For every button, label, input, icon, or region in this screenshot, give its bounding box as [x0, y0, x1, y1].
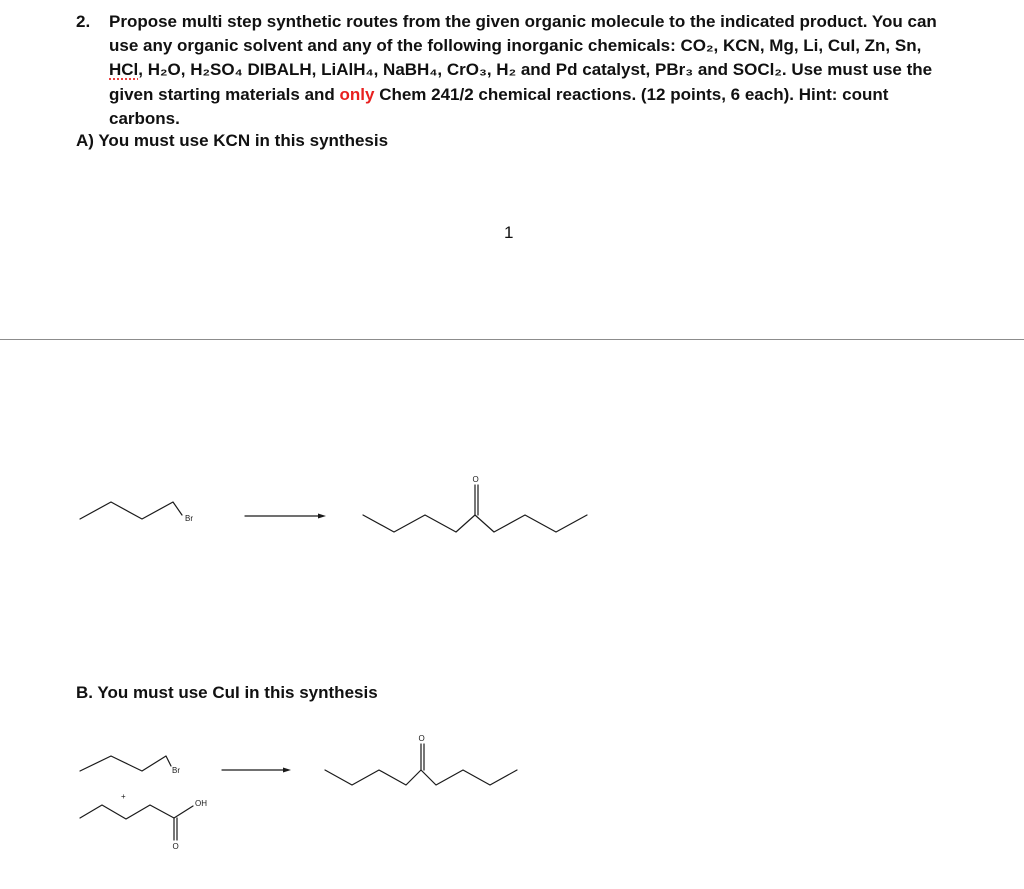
- part-a-heading: A) You must use KCN in this synthesis: [76, 131, 389, 150]
- question-text-part1: Propose multi step synthetic routes from the given organic molecule to the indicated product. You can use any organic solvent and any of the following inorganic chemicals: CO₂, KCN, Mg, Li, CuI, Zn, Sn,: [109, 12, 937, 56]
- scheme-b-start-br-label: Br: [172, 766, 180, 775]
- scheme-b-arrowhead: [283, 768, 291, 773]
- hcl-spellcheck-word: HCl: [109, 60, 139, 80]
- scheme-b-product-o-label: O: [418, 734, 425, 743]
- scheme-a-product-o-label: O: [472, 475, 479, 484]
- question-number: 2.: [76, 12, 91, 31]
- scheme-b-product-skeleton: [325, 770, 517, 785]
- part-b-heading: B. You must use CuI in this synthesis: [76, 683, 378, 702]
- scheme-b-start-skeleton: [80, 756, 171, 771]
- only-emphasis: only: [339, 84, 375, 104]
- scheme-b-acid-skeleton: [80, 805, 193, 819]
- scheme-b-plus-sign: +: [121, 792, 126, 801]
- scheme-b-acid-o-label: O: [172, 842, 179, 851]
- question-text-part3: Chem 241/2 chemical reactions. (12 points, 6 each). Hint: count carbons.: [109, 84, 889, 128]
- scheme-b-acid-oh-label: OH: [195, 799, 207, 808]
- page-number: 1: [504, 223, 514, 242]
- scheme-a-start-br-label: Br: [185, 514, 193, 523]
- question-text-part2: , H₂O, H₂SO₄ DIBALH, LiAlH₄, NaBH₄, CrO₃, H₂ and Pd catalyst, PBr₃ and SOCl₂. Use must use the given starting materials and: [109, 60, 933, 104]
